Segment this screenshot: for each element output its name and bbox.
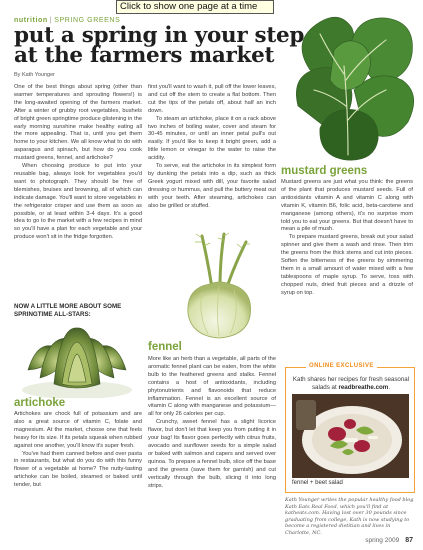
artichoke-paragraph: You've had them canned before and over pasta in restaurants, but what do you do with this funny flower of a vegetable at home? The nutty-tasting artichoke can be boiled, steamed or baked until tender, but <box>14 450 142 489</box>
artichoke-heading: artichoke <box>14 397 66 409</box>
promo-description: Kath shares her recipes for fresh seasonal salads at <box>292 376 410 391</box>
artichoke-prep-paragraph: To serve, eat the artichoke in its simplest form by dunking the petals into a dip, such as thick Greek yogurt mixed with dill, your favorite salad dressing or hummus, and pull the buttery meat out with your teeth. After steaming, artichokes can also be grilled or stuffed. <box>148 163 276 209</box>
mustard-greens-paragraph: Mustard greens are just what you think: the greens of the plant that produces mustard seeds. Full of antioxidants vitamin A and vitamin C along with vitamin K, vitamin B6, folic acid, beta-carotene and manganese (among others), it's no surprise mom told you to eat your greens. But that doesn't have to mean a pile of mush. <box>281 179 413 233</box>
readbreathe-link[interactable]: readbreathe.com <box>338 384 389 391</box>
issue-label: spring 2009 <box>365 537 400 544</box>
fennel-heading: fennel <box>148 341 182 353</box>
mustard-greens-text <box>281 179 413 298</box>
author-bio: Kath Younger writes the popular healthy food blog Kath Eats Real Food, which you'll find at katheats.com. Having lost over 30 pounds since graduating from college, Kath is now studying to become a registered dietitian and lives in Charlotte, NC. <box>285 497 414 536</box>
section-separator: | <box>49 17 53 24</box>
artichoke-prep-paragraph: first you'll want to wash it, pull off the lower leaves, and cut off the stem to create a flat bottom. Then cut the tips of the petals off, about half an inch down. <box>148 84 276 114</box>
fennel-photo <box>168 232 270 342</box>
intro-paragraph: One of the best things about spring (other than warmer temperatures and sprouting flowers!) is the long-awaited opening of the farmers market. After a winter of grubby root vegetables, bushels of bright green springtime produce glistening in the early morning sunshine make healthy eating all the more appealing. That is, until you get them home to your kitchen. We all know what to do with asparagus and spinach, but how do you cook mustard greens, fennel, and artichoke? <box>14 84 142 162</box>
artichoke-text <box>14 411 142 490</box>
online-exclusive-tab: ONLINE EXCLUSIVE <box>306 363 377 369</box>
section-subname: SPRING GREENS <box>54 17 121 24</box>
section-name: nutrition <box>14 17 48 24</box>
artichoke-prep-paragraph: To steam an artichoke, place it on a rack above two inches of boiling water, cover and steam for 30-45 minutes, or until an inner petal pull's out easily. If you'd like to keep it bright green, add a little lemon or vinegar to the water to raise the acidity. <box>148 115 276 162</box>
article-headline: put a spring in your step at the farmers market <box>14 23 305 68</box>
page-number: 87 <box>405 537 413 544</box>
column-1-intro <box>14 84 142 242</box>
artichoke-photo <box>18 318 136 398</box>
byline: By Kath Younger <box>14 72 55 78</box>
artichoke-paragraph: Artichokes are chock full of potassium and are also a great source of vitamin C, folate and magnesium. At the market, choose one that feels heavy for its size. If its petals squeak when rubbed against one another, you'll know it's super fresh. <box>14 411 142 449</box>
fennel-beet-salad-photo <box>292 394 409 478</box>
intro-paragraph: When choosing produce to put into your reusable bag, always look for vegetables you'd want to photograph. They should be free of blemishes, bruises and browning, all of which can indicate damage. You'll want to store vegetables in the refrigerator crisper and use them as soon as possible, or at least within 3-4 days. It's a good idea to go to the market with a few recipes in mind so you'll have a plan for each vegetable and your produce won't sit in the fridge forgotten. <box>14 163 142 241</box>
page-footer <box>365 537 413 544</box>
promo-text: Kath shares her recipes for fresh seasonal salads at readbreathe.com. <box>292 376 410 391</box>
mustard-greens-heading: mustard greens <box>281 165 368 177</box>
page-view-tooltip: Click to show one page at a time <box>116 0 274 14</box>
online-exclusive-box <box>285 363 415 493</box>
mustard-greens-photo <box>290 10 420 165</box>
column-2-artichoke-prep <box>148 84 276 211</box>
mustard-greens-paragraph: To prepare mustard greens, break out your salad spinner and give them a wash and rinse. Then trim the greens from the thick stems and cut into pieces. Soften the bitterness of the greens by simmering them in a small amount of water mixed with a few tablespoons of maple syrup. To serve, toss with chopped nuts, dried fruit pieces and a drizzle of syrup on top. <box>281 234 413 296</box>
all-stars-kicker: NOW A LITTLE MORE ABOUT SOME SPRINGTIME ALL-STARS: <box>14 303 122 318</box>
fennel-paragraph: Crunchy, sweet fennel has a slight licorice flavor, but don't let that keep you from putting it in your bag! Its flavor goes perfectly with citrus fruits, avocado and sunflower seeds for a simple salad or baked with salmon and capers and served over quinoa. To prepare a fennel bulb, slice off the base and the greens (save them for garnish) and cut vertically through the bulb, slicing it into long strips. <box>148 419 276 489</box>
fennel-paragraph: More like an herb than a vegetable, all parts of the aromatic fennel plant can be eaten, from the white bulb to the feathered greens and stalks. Fennel contains a host of antioxidants, including phytonutrients and flavonoids that reduce inflammation. Fennel is an excellent source of vitamin C along with manganese and potassium—all for only 26 calories per cup. <box>148 356 276 418</box>
photo-caption: fennel + beet salad <box>292 480 343 486</box>
fennel-text <box>148 356 276 490</box>
